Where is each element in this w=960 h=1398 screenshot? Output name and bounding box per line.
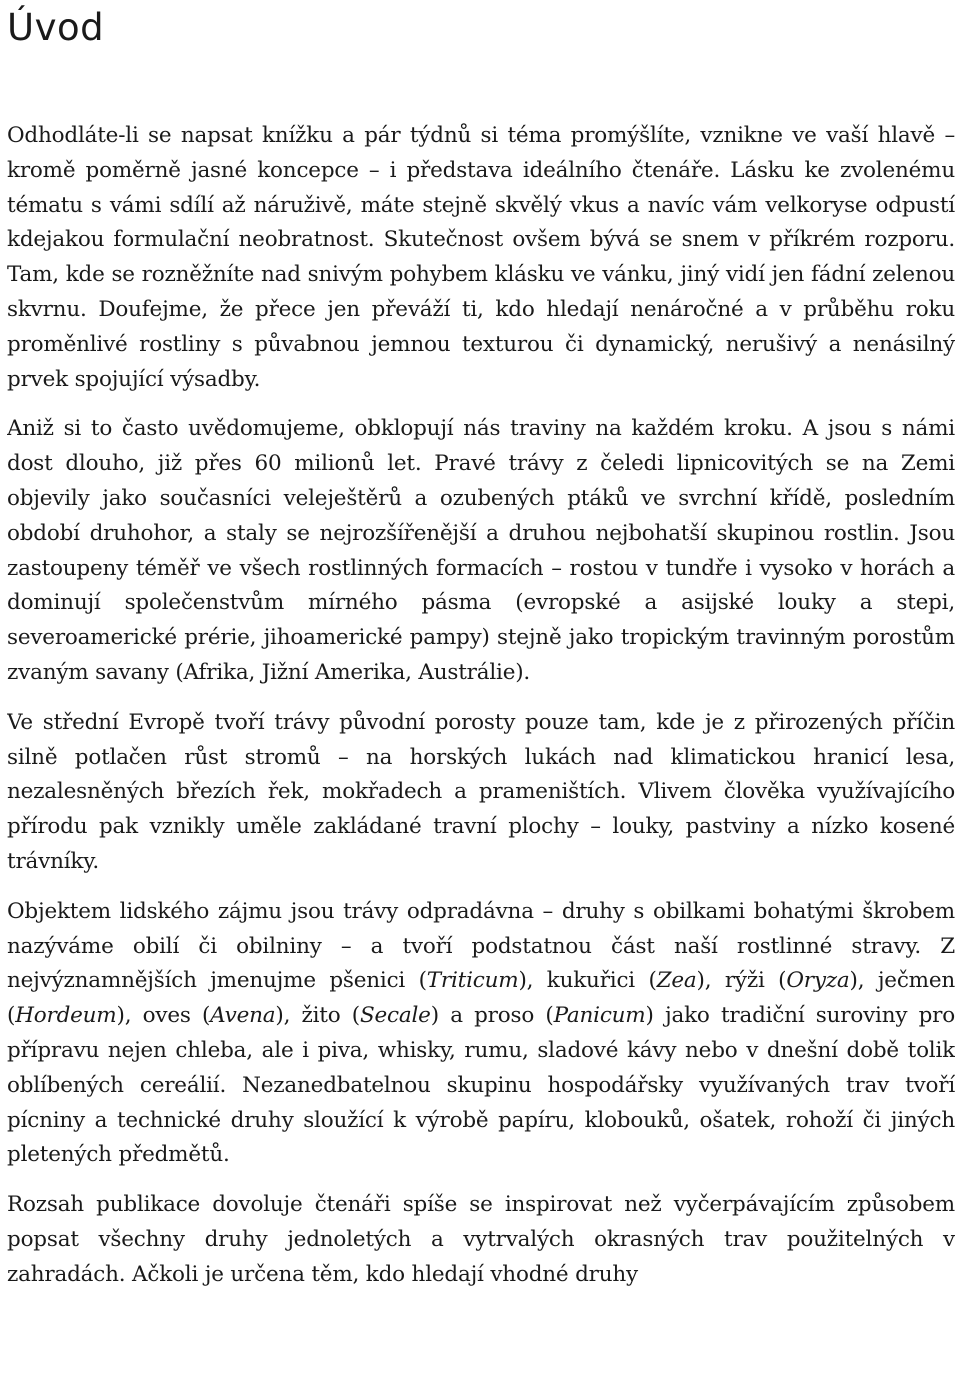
latin-name-oryza: Oryza: [786, 968, 850, 994]
paragraph-grasses-history: [7, 412, 955, 690]
latin-name-zea: Zea: [656, 968, 697, 994]
latin-name-secale: Secale: [359, 1003, 431, 1029]
paragraph-text: Ve střední Evropě tvoří trávy původní porosty pouze tam, kde je z přirozených příčin silně potlačen růst stromů – na horských lukách nad klimatickou hranicí lesa, nezalesněných březích řek, mokřadech a prameništích. Vlivem člověka využívajícího přírodu pak vznikly uměle zakládané travní plochy – louky, pastviny a nízko kosené trávníky.: [7, 709, 955, 874]
latin-name-hordeum: Hordeum: [15, 1003, 117, 1029]
paragraph-text: ), kukuřici (: [518, 968, 657, 994]
paragraph-text: Objektem lidského zájmu jsou trávy odpradávna – druhy s obilkami bohatými škrobem nazýváme obilí či obilniny – a tvoří podstatnou část naší rostlinné stravy. Z nejvýznamnějších jmenujme pšenici (: [7, 898, 955, 994]
document-body: [7, 119, 955, 1293]
paragraph-scope: [7, 1188, 955, 1292]
paragraph-intro: [7, 119, 955, 397]
latin-name-avena: Avena: [210, 1003, 276, 1029]
paragraph-text: ), rýži (: [696, 968, 787, 994]
paragraph-central-europe: [7, 706, 955, 880]
paragraph-text: ), oves (: [116, 1003, 211, 1029]
paragraph-text: Aniž si to často uvědomujeme, obklopují nás traviny na každém kroku. A jsou s námi dost dlouho, již přes 60 milionů let. Pravé trávy z čeledi lipnicovitých se na Zemi objevily jako současníci veleještěrů a ozubených ptáků ve svrchní křídě, posledním období druhohor, a staly se nejrozšířenější a druhou nejbohatší skupinou rostlin. Jsou zastoupeny téměř ve všech rostlinných formacích – rostou v tundře i vysoko v horách a dominují společenstvům mírného pásma (evropské a asijské louky a stepi, severoamerické prérie, jihoamerické pampy) stejně jako tropickým travinným porostům zvaným savany (Afrika, Jižní Amerika, Austrálie).: [7, 416, 955, 685]
page-title: Úvod: [7, 6, 105, 49]
document-page: [7, 0, 955, 1398]
paragraph-text: ), žito (: [275, 1003, 360, 1029]
latin-name-triticum: Triticum: [426, 968, 519, 994]
paragraph-text: ) jako tradiční suroviny pro přípravu nejen chleba, ale i piva, whisky, rumu, sladové kávy nebo v dnešní době tolik oblíbených cereálií. Nezanedbatelnou skupinu hospodářsky využívaných trav tvoří pícniny a technické druhy sloužící k výrobě papíru, klobouků, ošatek, rohoží či jiných pletených předmětů.: [7, 1003, 955, 1168]
paragraph-human-use: [7, 895, 955, 1173]
paragraph-text: Odhodláte-li se napsat knížku a pár týdnů si téma promýšlíte, vznikne ve vaší hlavě – kromě poměrně jasné koncepce – i představa ideálního čtenáře. Lásku ke zvolenému tématu s vámi sdílí až náruživě, máte stejně skvělý vkus a navíc vám velkoryse odpustí kdejakou formulační neobratnost. Skutečnost ovšem bývá se snem v příkrém rozporu. Tam, kde se rozněžníte nad snivým pohybem klásku ve vánku, jiný vidí jen fádní zelenou skvrnu. Doufejme, že přece jen převáží ti, kdo hledají nenáročné a v průběhu roku proměnlivé rostliny s půvabnou jemnou texturou či dynamický, nerušivý a nenásilný prvek spojující výsadby.: [7, 123, 955, 392]
paragraph-text: Rozsah publikace dovoluje čtenáři spíše se inspirovat než vyčerpávajícím způsobem popsat všechny druhy jednoletých a vytrvalých okrasných trav použitelných v zahradách. Ačkoli je určena těm, kdo hledají vhodné druhy: [7, 1192, 955, 1287]
latin-name-panicum: Panicum: [553, 1003, 646, 1029]
paragraph-text: ) a proso (: [430, 1003, 554, 1029]
paragraph-text: ), ječmen (: [7, 968, 955, 1029]
